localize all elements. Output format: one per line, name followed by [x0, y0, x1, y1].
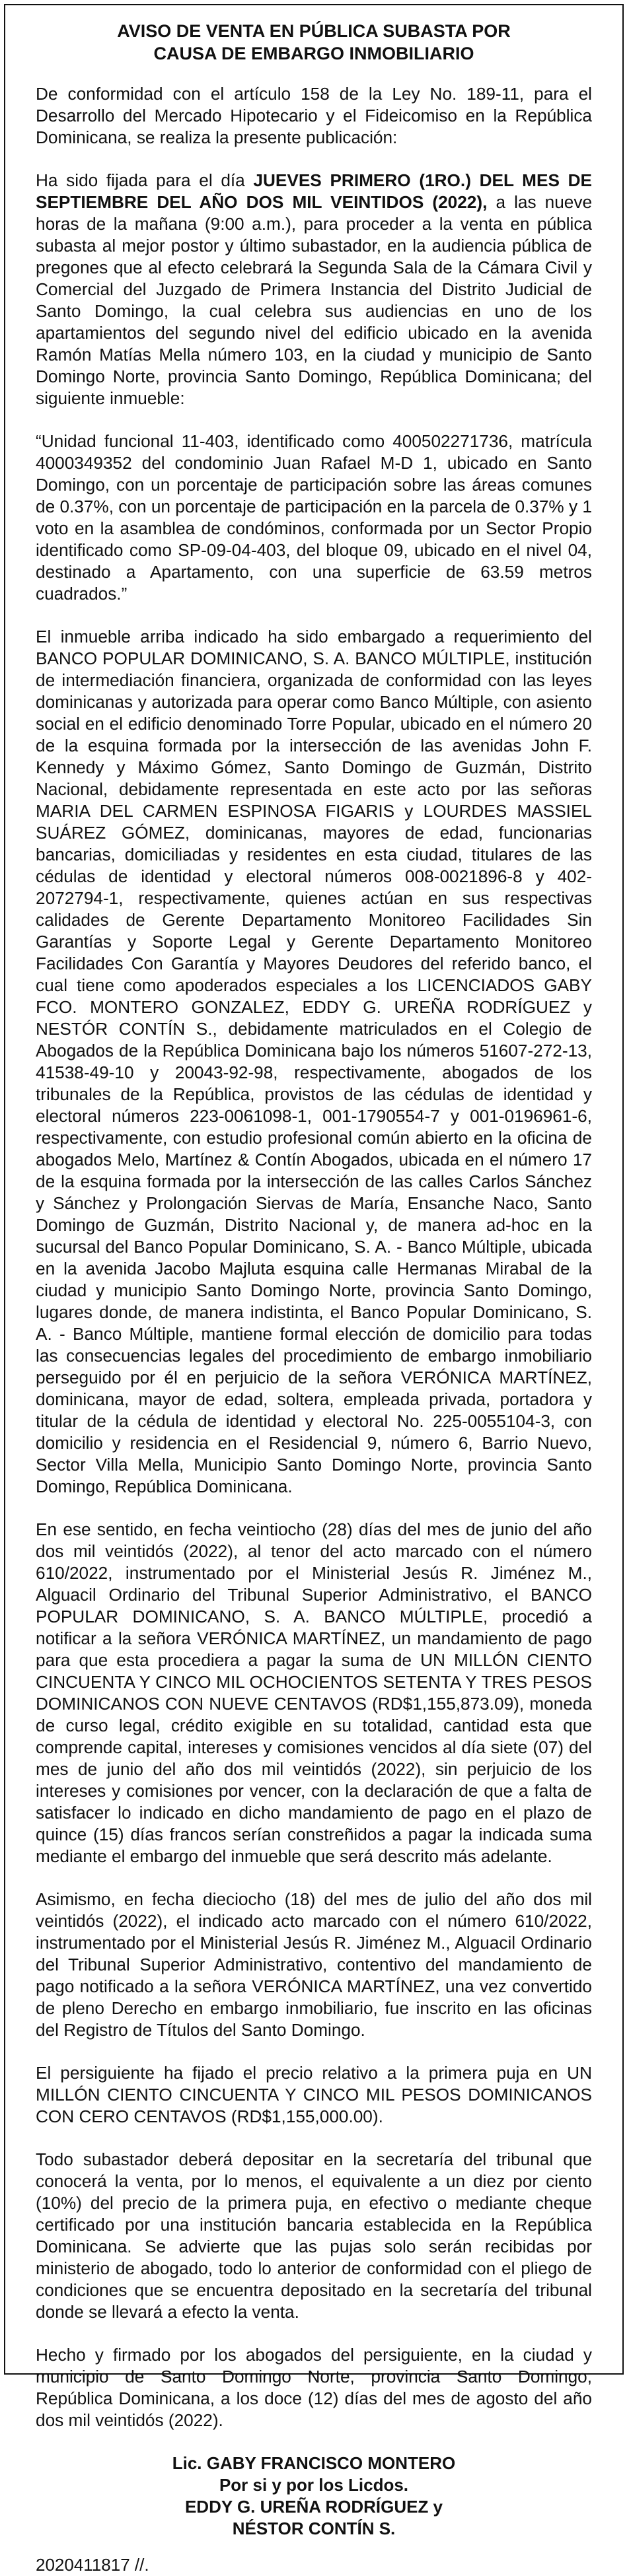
- title-line-2: CAUSA DE EMBARGO INMOBILIARIO: [153, 44, 474, 63]
- signature-line-3: EDDY G. UREÑA RODRÍGUEZ y: [184, 2497, 443, 2517]
- paragraph-signing-place-date: Hecho y firmado por los abogados del persiguiente, en la ciudad y municipio de Santo Domingo Norte, provincia Santo Domingo, República Dominicana, a los doce (12) días del mes de agosto del año dos mil veintidós (2022).: [36, 2345, 592, 2430]
- paragraph-property-description: “Unidad funcional 11-403, identificado como 400502271736, matrícula 4000349352 del condominio Juan Rafael M-D 1, ubicado en Santo Domingo, con un porcentaje de participación sobre las áreas comunes de 0.37%, con un porcentaje de participación en la parcela de 0.37% y 1 voto en la asamblea de condóminos, conformada por un Sector Propio identificado como SP-09-04-403, del bloque 09, ubicado en el nivel 04, destinado a Apartamento, con una superficie de 63.59 metros cuadrados.”: [36, 431, 592, 604]
- notice-title: [36, 20, 592, 65]
- auction-details-text: a las nueve horas de la mañana (9:00 a.m.), para proceder a la venta en pública subasta al mejor postor y último subastador, en la audiencia pública de pregones que al efecto celebrará la Segunda Sala de la Cámara Civil y Comercial del Juzgado de Primera Instancia del Distrito Judicial de Santo Domingo, la cual celebra sus audiencias en uno de los apartamientos del segundo nivel del edificio ubicado en la avenida Ramón Matías Mella número 103, en la ciudad y municipio de Santo Domingo Norte, provincia Santo Domingo, República Dominicana; del siguiente inmueble:: [36, 192, 593, 408]
- reference-number: 2020411817 //.: [36, 2555, 149, 2575]
- paragraph-auction-date: [36, 170, 592, 409]
- title-line-1: AVISO DE VENTA EN PÚBLICA SUBASTA POR: [117, 21, 511, 41]
- auction-intro-text: Ha sido fijada para el día: [36, 170, 254, 190]
- paragraph-seizing-party: El inmueble arriba indicado ha sido embargado a requerimiento del BANCO POPULAR DOMINICANO, S. A. BANCO MÚLTIPLE, institución de intermediación financiera, organizada de conformidad con las leyes dominicanas y autorizada para operar como Banco Múltiple, con asiento social en el edificio denominado Torre Popular, ubicado en el número 20 de la esquina formada por la intersección de las avenidas John F. Kennedy y Máximo Gómez, Santo Domingo de Guzmán, Distrito Nacional, debidamente representada en este acto por las señoras MARIA DEL CARMEN ESPINOSA FIGARIS y LOURDES MASSIEL SUÁREZ GÓMEZ, dominicanas, mayores de edad, funcionarias bancarias, domiciliadas y residentes en esta ciudad, titulares de las cédulas de identidad y electoral números 008-0021896-8 y 402-2072794-1, respectivamente, quienes actúan en sus respectivas calidades de Gerente Departamento Monitoreo Facilidades Sin Garantías y Soporte Legal y Gerente Departamento Monitoreo Facilidades Con Garantía y Mayores Deudores del referido banco, el cual tiene como apoderados especiales a los LICENCIADOS GABY FCO. MONTERO GONZALEZ, EDDY G. UREÑA RODRÍGUEZ y NESTÓR CONTÍN S., debidamente matriculados en el Colegio de Abogados de la República Dominicana bajo los números 51607-272-13, 41538-49-10 y 20043-92-98, respectivamente, abogados de los tribunales de la República, provistos de las cédulas de identidad y electoral números 223-0061098-1, 001-1790554-7 y 001-0196961-6, respectivamente, con estudio profesional común abierto en la oficina de abogados Melo, Martínez & Contín Abogados, ubicada en el número 17 de la esquina formada por la intersección de las calles Carlos Sánchez y Sánchez y Prolongación Siervas de María, Ensanche Naco, Santo Domingo de Guzmán, Distrito Nacional y, de manera ad-hoc en la sucursal del Banco Popular Dominicano, S. A. - Banco Múltiple, ubicada en la avenida Jacobo Majluta esquina calle Hermanas Mirabal de la ciudad y municipio Santo Domingo Norte, provincia Santo Domingo, lugares donde, de manera indistinta, el Banco Popular Dominicano, S. A. - Banco Múltiple, mantiene formal elección de domicilio para todas las consecuencias legales del procedimiento de embargo inmobiliario perseguido por él en perjuicio de la señora VERÓNICA MARTÍNEZ, dominicana, mayor de edad, soltera, empleada privada, portadora y titular de la cédula de identidad y electoral No. 225-0055104-3, con domicilio y residencia en el Residencial 9, número 6, Barrio Nuevo, Sector Villa Mella, Municipio Santo Domingo Norte, provincia Santo Domingo, República Dominicana.: [36, 627, 592, 1496]
- legal-notice: [4, 4, 624, 2575]
- paragraph-first-bid-price: El persiguiente ha fijado el precio relativo a la primera puja en UN MILLÓN CIENTO CINCUENTA Y CINCO MIL PESOS DOMINICANOS CON CERO CENTAVOS (RD$1,155,000.00).: [36, 2063, 592, 2126]
- signature-line-4: NÉSTOR CONTÍN S.: [232, 2519, 396, 2538]
- signature-line-1: Lic. GABY FRANCISCO MONTERO: [172, 2453, 456, 2473]
- auction-date: JUEVES PRIMERO (1RO.) DEL MES DE SEPTIEMBRE DEL AÑO DOS MIL VEINTIDOS (2022),: [36, 170, 592, 212]
- signature-block: [36, 2453, 592, 2540]
- signature-line-2: Por si y por los Licdos.: [219, 2475, 409, 2495]
- paragraph-deposit-conditions: Todo subastador deberá depositar en la secretaría del tribunal que conocerá la venta, por lo menos, el equivalente a un diez por ciento (10%) del precio de la primera puja, en efectivo o mediante cheque certificado por una institución bancaria establecida en la República Dominicana. Se advierte que las pujas solo serán recibidas por ministerio de abogado, todo lo anterior de conformidad con el pliego de condiciones que se encuentra depositado en la secretaría del tribunal donde se llevará a efecto la venta.: [36, 2149, 592, 2322]
- paragraph-registration: Asimismo, en fecha dieciocho (18) del mes de julio del año dos mil veintidós (2022), el indicado acto marcado con el número 610/2022, instrumentado por el Ministerial Jesús R. Jiménez M., Alguacil Ordinario del Tribunal Superior Administrativo, contentivo del mandamiento de pago notificado a la señora VERÓNICA MARTÍNEZ, una vez convertido de pleno Derecho en embargo inmobiliario, fue inscrito en las oficinas del Registro de Títulos del Santo Domingo.: [36, 1889, 592, 2040]
- paragraph-payment-order: En ese sentido, en fecha veintiocho (28) días del mes de junio del año dos mil veintidós (2022), al tenor del acto marcado con el número 610/2022, instrumentado por el Ministerial Jesús R. Jiménez M., Alguacil Ordinario del Tribunal Superior Administrativo, el BANCO POPULAR DOMINICANO, S. A. BANCO MÚLTIPLE, procedió a notificar a la señora VERÓNICA MARTÍNEZ, un mandamiento de pago para que esta procediera a pagar la suma de UN MILLÓN CIENTO CINCUENTA Y CINCO MIL OCHOCIENTOS SETENTA Y TRES PESOS DOMINICANOS CON NUEVE CENTAVOS (RD$1,155,873.09), moneda de curso legal, crédito exigible en su totalidad, cantidad esta que comprende capital, intereses y comisiones vencidos al día siete (07) del mes de junio del año dos mil veintidós (2022), sin perjuicio de los intereses y comisiones por vencer, con la declaración de que a falta de satisfacer lo indicado en dicho mandamiento de pago en el plazo de quince (15) días francos serían constreñidos a pagar la indicada suma mediante el embargo del inmueble que será descrito más adelante.: [36, 1519, 592, 1866]
- paragraph-legal-basis: De conformidad con el artículo 158 de la Ley No. 189-11, para el Desarrollo del Mercado Hipotecario y el Fideicomiso en la República Dominicana, se realiza la presente publicación:: [36, 84, 592, 147]
